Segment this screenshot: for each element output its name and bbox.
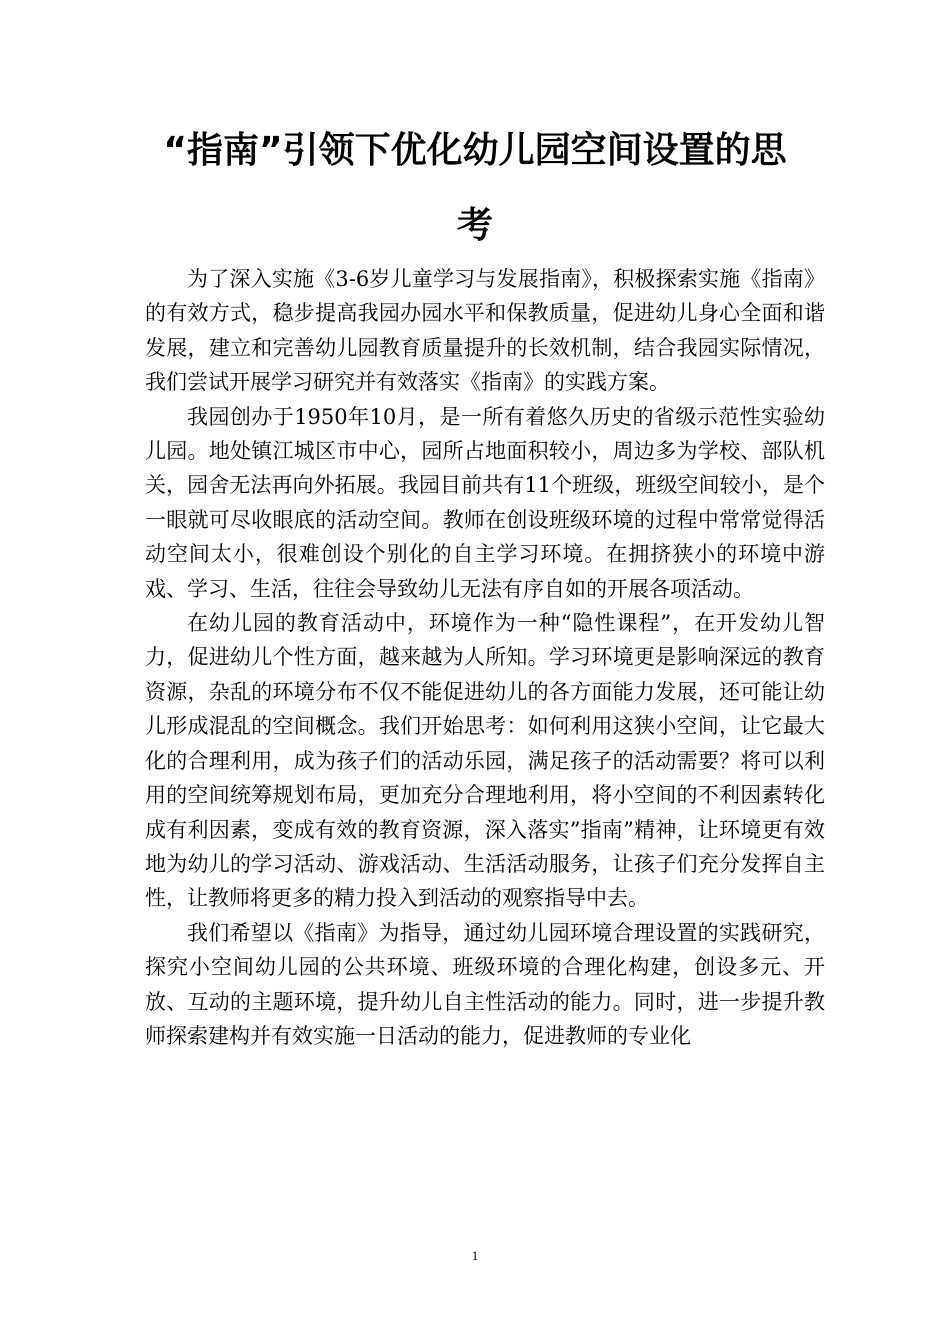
document-title: “指南”引领下优化幼儿园空间设置的思	[163, 130, 787, 171]
paragraph: 我们希望以《指南》为指导，通过幼儿园环境合理设置的实践研究，探究小空间幼儿园的公共环境、班级环境的合理化构建，创设多元、开放、互动的主题环境，提升幼儿自主性活动的能力。同时，进一步提升教师探索建构并有效实施一日活动的能力，促进教师的专业化	[145, 920, 825, 1048]
document-body	[145, 262, 825, 1053]
paragraph: 为了深入实施《3-6岁儿童学习与发展指南》，积极探索实施《指南》的有效方式，稳步提高我园办园水平和保教质量，促进幼儿身心全面和谐发展，建立和完善幼儿园教育质量提升的长效机制，结合我园实际情况，我们尝试开展学习研究并有效落实《指南》的实践方案。	[145, 267, 825, 395]
document-title-continued: 考	[456, 205, 493, 246]
page-number: 1	[471, 1248, 479, 1263]
paragraph: 我园创办于1950年10月，是一所有着悠久历史的省级示范性实验幼儿园。地处镇江城区市中心，园所占地面积较小，周边多为学校、部队机关，园舍无法再向外拓展。我园目前共有11个班级，班级空间较小，是个一眼就可尽收眼底的活动空间。教师在创设班级环境的过程中常常觉得活动空间太小，很难创设个别化的自主学习环境。在拥挤狭小的环境中游戏、学习、生活，往往会导致幼儿无法有序自如的开展各项活动。	[145, 404, 825, 601]
paragraph: 在幼儿园的教育活动中，环境作为一种“隐性课程”，在开发幼儿智力，促进幼儿个性方面，越来越为人所知。学习环境更是影响深远的教育资源，杂乱的环境分布不仅不能促进幼儿的各方面能力发展，还可能让幼儿形成混乱的空间概念。我们开始思考：如何利用这狭小空间，让它最大化的合理利用，成为孩子们的活动乐园，满足孩子的活动需要？将可以利用的空间统筹规划布局，更加充分合理地利用，将小空间的不利因素转化成有利因素，变成有效的教育资源，深入落实”指南”精神，让环境更有效地为幼儿的学习活动、游戏活动、生活活动服务，让孩子们充分发挥自主性，让教师将更多的精力投入到活动的观察指导中去。	[145, 611, 825, 911]
